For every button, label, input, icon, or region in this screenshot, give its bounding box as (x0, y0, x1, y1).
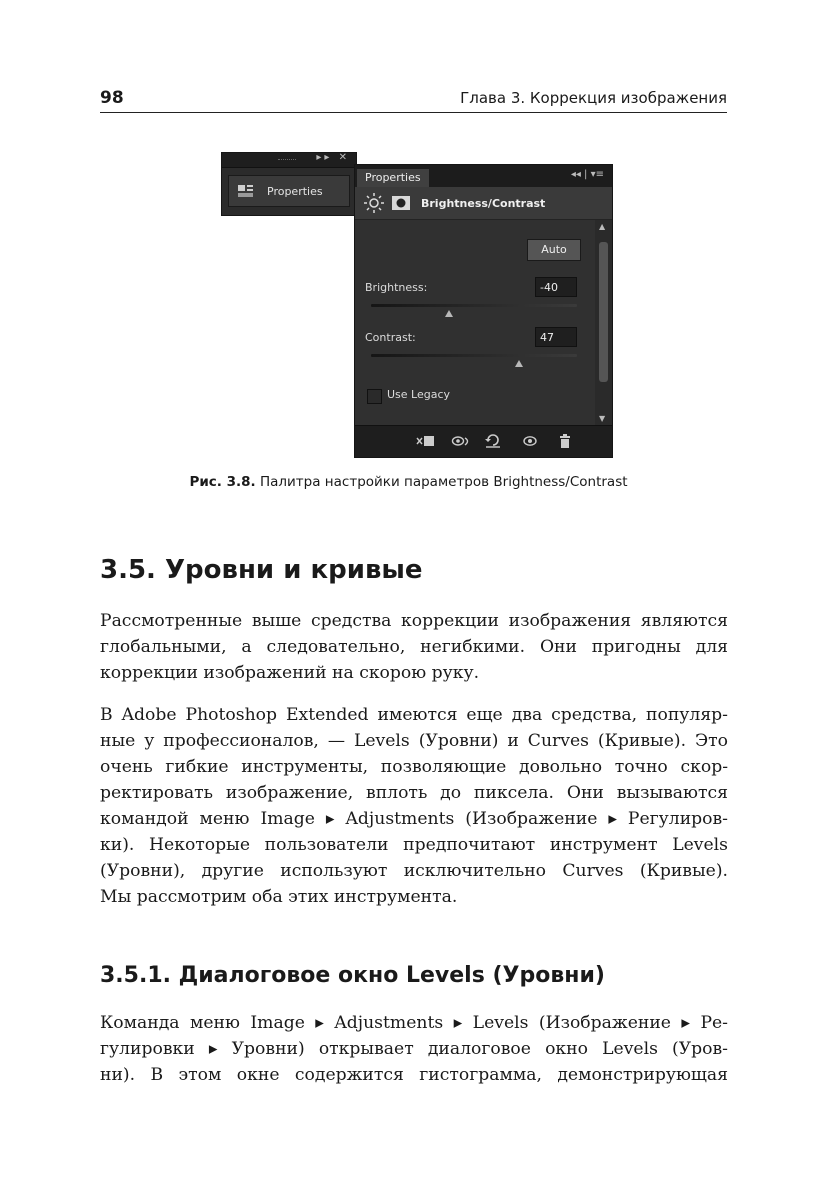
panel-tab-bar (355, 165, 612, 187)
subsection-paragraph-1-line: ни). В этом окне содержится гистограмма, демонстрирующая (100, 1065, 728, 1085)
section-paragraph-2-line: ректировать изображение, вплоть до пиксела. Они вызываются (100, 783, 728, 803)
view-previous-state-icon[interactable] (451, 434, 473, 448)
panel-footer (355, 425, 612, 457)
scroll-up-icon[interactable]: ▲ (599, 222, 606, 231)
figure-caption (0, 474, 817, 490)
contrast-slider-thumb[interactable] (515, 360, 523, 367)
panel-controls-icon[interactable]: ▸▸ ✕ (316, 152, 350, 163)
adjustment-title-row (355, 187, 612, 220)
contrast-input[interactable]: 47 (535, 327, 577, 347)
section-paragraph-2-line: (Уровни), другие используют исключительно Curves (Кривые). (100, 861, 728, 881)
contrast-slider-track[interactable] (371, 354, 577, 357)
adjustment-content (355, 220, 591, 425)
collapsed-panel (221, 152, 357, 216)
reset-icon[interactable] (484, 433, 502, 449)
auto-button[interactable]: Auto (527, 239, 581, 261)
brightness-input[interactable]: -40 (535, 277, 577, 297)
grip-icon[interactable] (278, 159, 296, 162)
properties-panel (354, 164, 613, 458)
subsection-paragraph-1-line: гулировки ▸ Уровни) открывает диалоговое окно Levels (Уров- (100, 1039, 728, 1059)
properties-panel-label: Properties (267, 184, 323, 198)
chapter-title: Глава 3. Коррекция изображения (460, 89, 727, 107)
section-paragraph-2-line: ки). Некоторые пользователи предпочитают инструмент Levels (100, 835, 728, 855)
subsection-paragraph-1-line: Команда меню Image ▸ Adjustments ▸ Levels (Изображение ▸ Ре- (100, 1013, 728, 1033)
contrast-label: Contrast: (365, 331, 416, 344)
photoshop-figure (221, 152, 611, 456)
figure-label: Рис. 3.8. (189, 474, 256, 490)
brightness-label: Brightness: (365, 281, 428, 294)
use-legacy-checkbox[interactable] (367, 389, 382, 404)
properties-panel-button[interactable] (228, 175, 350, 207)
section-heading: 3.5. Уровни и кривые (100, 555, 423, 585)
use-legacy-label: Use Legacy (387, 388, 451, 401)
section-paragraph-2 (100, 702, 728, 910)
clip-to-layer-icon[interactable] (415, 434, 435, 448)
scroll-down-icon[interactable]: ▼ (599, 414, 606, 423)
adjustment-title: Brightness/Contrast (421, 196, 546, 210)
visibility-eye-icon[interactable] (521, 434, 539, 448)
panel-menu-icon[interactable]: ◂◂ | ▾≡ (570, 169, 604, 180)
section-paragraph-2-line: командой меню Image ▸ Adjustments (Изображение ▸ Регулиров- (100, 809, 728, 829)
section-paragraph-2-line: Мы рассмотрим оба этих инструмента. (100, 887, 458, 907)
subsection-heading: 3.5.1. Диалоговое окно Levels (Уровни) (100, 963, 605, 988)
trash-icon[interactable] (557, 433, 573, 449)
section-paragraph-1-line: Рассмотренные выше средства коррекции изображения являются (100, 611, 728, 631)
brightness-slider-thumb[interactable] (445, 310, 453, 317)
section-paragraph-1 (100, 608, 728, 686)
section-paragraph-1-line: коррекции изображений на скорою руку. (100, 663, 480, 683)
section-paragraph-2-line: очень гибкие инструменты, позволяющие довольно точно скор- (100, 757, 728, 777)
subsection-paragraph-1 (100, 1010, 728, 1088)
layer-mask-icon[interactable] (391, 195, 411, 211)
figure-caption-text: Палитра настройки параметров Brightness/Contrast (255, 474, 628, 490)
brightness-icon (363, 192, 385, 214)
tab-properties[interactable]: Properties (357, 169, 429, 187)
section-paragraph-1-line: глобальными, а следовательно, негибкими. Они пригодны для (100, 637, 728, 657)
properties-icon (237, 183, 257, 199)
scrollbar-thumb[interactable] (599, 242, 608, 382)
section-paragraph-2-line: В Adobe Photoshop Extended имеются еще два средства, популяр- (100, 705, 728, 725)
section-paragraph-2-line: ные у профессионалов, — Levels (Уровни) и Curves (Кривые). Это (100, 731, 728, 751)
collapsed-panel-bar[interactable] (222, 153, 356, 168)
panel-scrollbar[interactable] (595, 220, 612, 425)
page-number: 98 (100, 88, 124, 108)
brightness-slider-track[interactable] (371, 304, 577, 307)
header-rule (100, 112, 727, 113)
